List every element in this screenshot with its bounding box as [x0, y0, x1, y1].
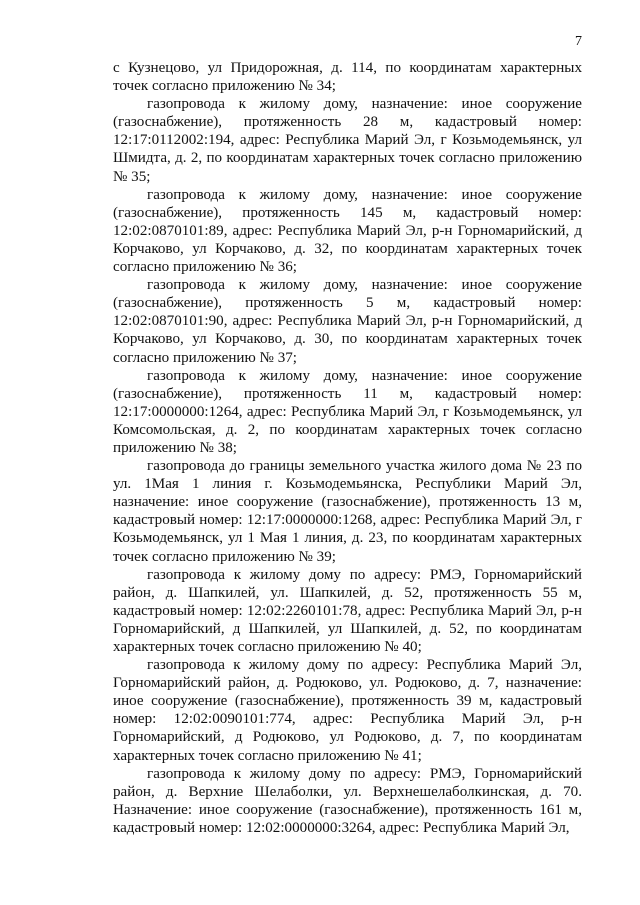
paragraph-item-40: газопровода к жилому дому по адресу: РМЭ, Горномарийский район, д. Шапкилей, ул. Шапкилей, д. 52, протяженность 55 м, кадастровый номер: 12:02:2260101:78, адрес: Республика Марий Эл, р-н Горномарийский, д Шапкилей, ул Шапкилей, д. 52, по координатам характерных точек согласно приложению № 40;	[113, 566, 582, 655]
paragraph-item-41: газопровода к жилому дому по адресу: Республика Марий Эл, Горномарийский район, д. Родюково, ул. Родюково, д. 7, назначение: иное сооружение (газоснабжение), протяженность 39 м, кадастровый номер: 12:02:0090101:774, адрес: Республика Марий Эл, р-н Горномарийский, д Родюково, ул Родюково, д. 7, по координатам характерных точек согласно приложению № 41;	[113, 657, 582, 764]
paragraph-item-35: газопровода к жилому дому, назначение: иное сооружение (газоснабжение), протяженность 28 м, кадастровый номер: 12:17:0112002:194, адрес: Республика Марий Эл, г Козьмодемьянск, ул Шмидта, д. 2, по координатам характерных точек согласно приложению № 35;	[113, 96, 582, 185]
paragraph-item-37: газопровода к жилому дому, назначение: иное сооружение (газоснабжение), протяженность 5 м, кадастровый номер: 12:02:0870101:90, адрес: Республика Марий Эл, р-н Горномарийский, д Корчаково, ул Корчаково, д. 30, по координатам характерных точек согласно приложению № 37;	[113, 277, 582, 366]
paragraph-item-36: газопровода к жилому дому, назначение: иное сооружение (газоснабжение), протяженность 145 м, кадастровый номер: 12:02:0870101:89, адрес: Республика Марий Эл, р-н Горномарийский, д Корчаково, ул Корчаково, д. 32, по координатам характерных точек согласно приложению № 36;	[113, 186, 582, 276]
document-body	[113, 59, 582, 837]
paragraph-continuation: с Кузнецово, ул Придорожная, д. 114, по координатам характерных точек согласно приложению № 34;	[113, 60, 582, 95]
paragraph-item-39: газопровода до границы земельного участка жилого дома № 23 по ул. 1Мая 1 линия г. Козьмодемьянска, Республики Марий Эл, назначение: иное сооружение (газоснабжение), протяженность 13 м, кадастровый номер: 12:17:0000000:1268, адрес: Республика Марий Эл, г Козьмодемьянск, ул 1 Мая 1 линия, д. 23, по координатам характерных точек согласно приложению № 39;	[113, 458, 582, 565]
paragraph-item-42: газопровода к жилому дому по адресу: РМЭ, Горномарийский район, д. Верхние Шелаболки, ул. Верхнешелаболкинская, д. 70. Назначение: иное сооружение (газоснабжение), протяженность 161 м, кадастровый номер: 12:02:0000000:3264, адрес: Республика Марий Эл,	[113, 765, 582, 836]
paragraph-item-38: газопровода к жилому дому, назначение: иное сооружение (газоснабжение), протяженность 11 м, кадастровый номер: 12:17:0000000:1264, адрес: Республика Марий Эл, г Козьмодемьянск, ул Комсомольская, д. 2, по координатам характерных точек согласно приложению № 38;	[113, 367, 582, 456]
page-number: 7	[575, 34, 582, 49]
